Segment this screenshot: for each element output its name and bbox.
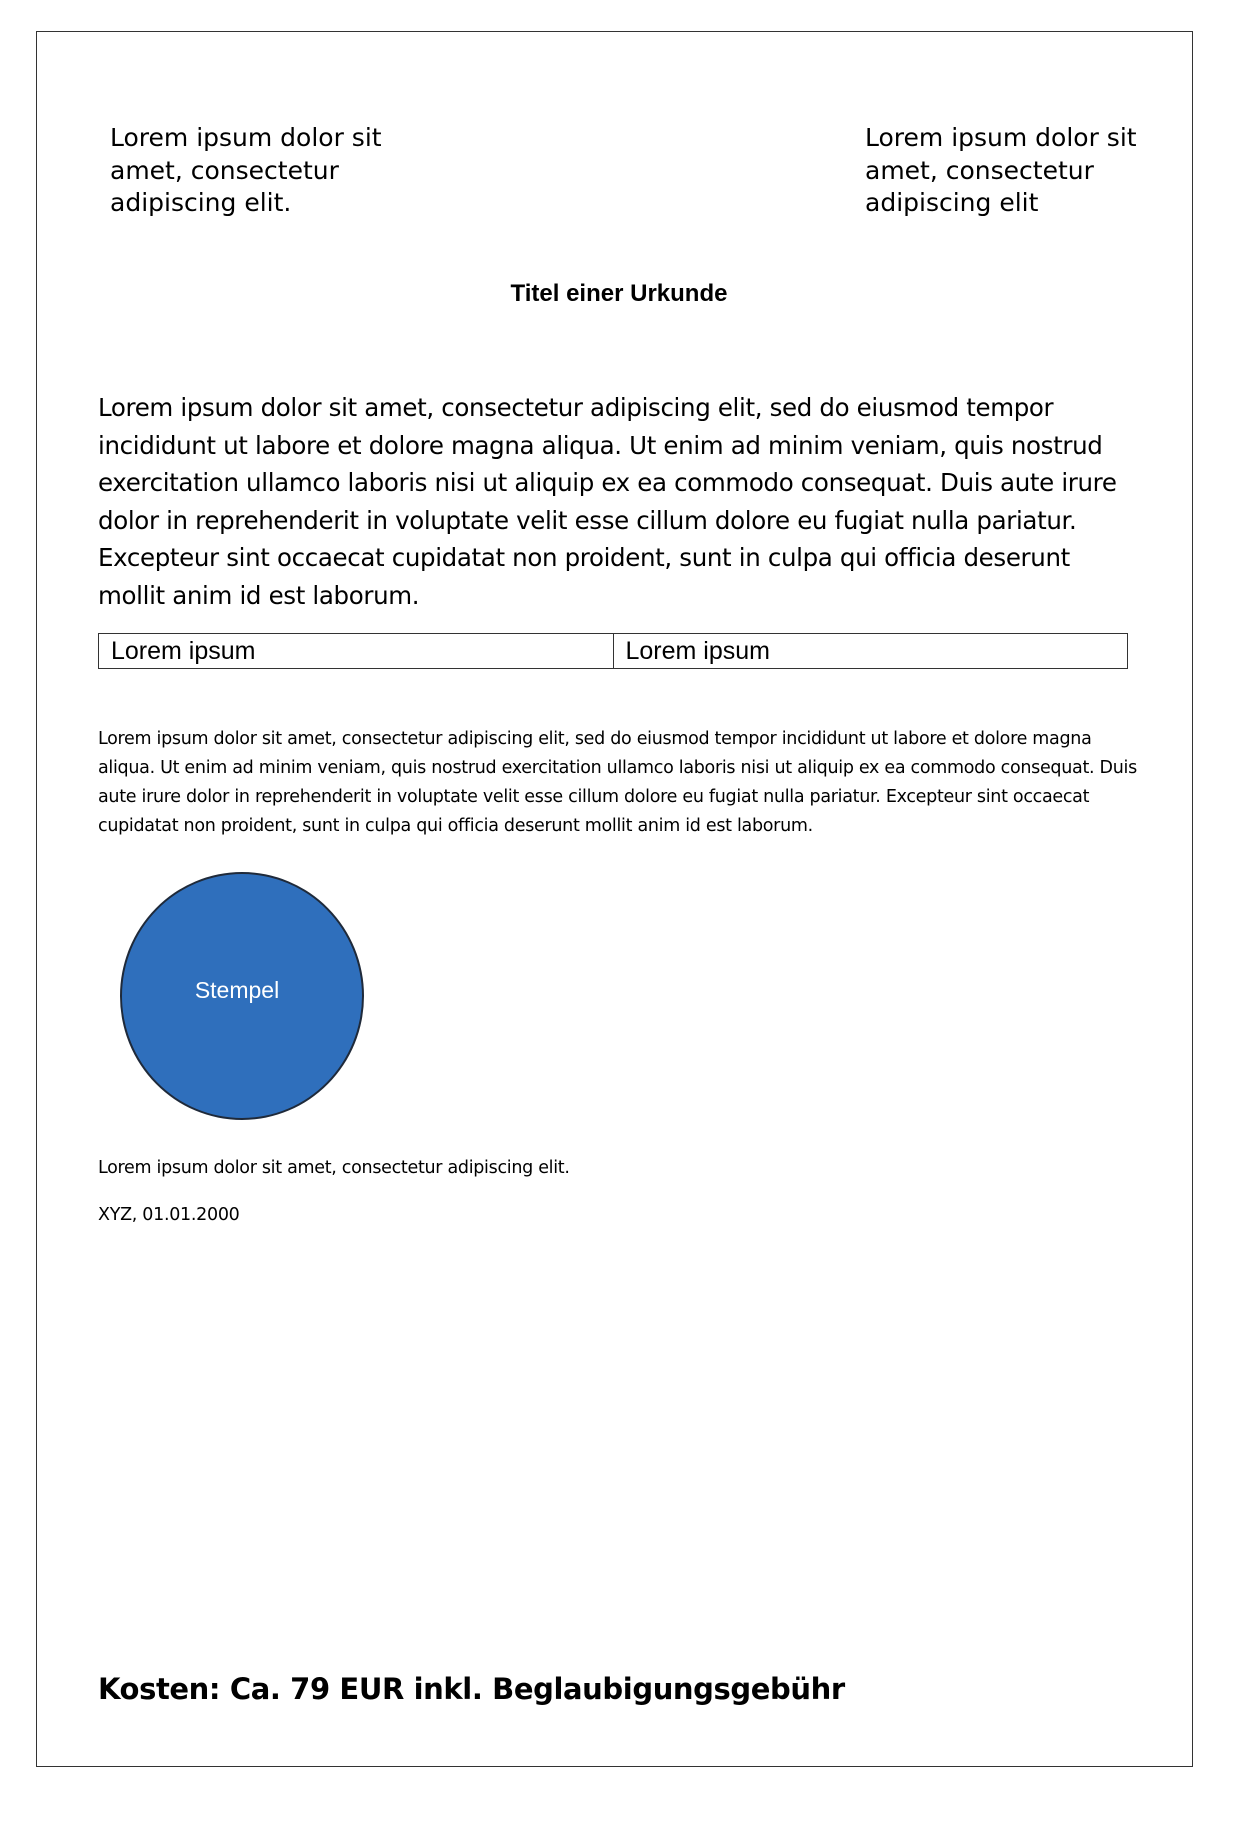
info-table (98, 633, 1128, 669)
place-date: XYZ, 01.01.2000 (98, 1205, 240, 1225)
closing-line: Lorem ipsum dolor sit amet, consectetur adipiscing elit. (98, 1158, 570, 1178)
main-paragraph: Lorem ipsum dolor sit amet, consectetur adipiscing elit, sed do eiusmod tempor incididunt ut labore et dolore magna aliqua. Ut enim ad minim veniam, quis nostrud exercitation ullamco laboris nisi ut aliquip ex ea commodo consequat. Duis aute irure dolor in reprehenderit in voluptate velit esse cillum dolore eu fugiat nulla pariatur. Excepteur sint occaecat cupidatat non proident, sunt in culpa qui officia deserunt mollit anim id est laborum. (98, 393, 1117, 610)
stamp-label: Stempel (194, 977, 280, 1003)
info-table-cell-left: Lorem ipsum (111, 637, 256, 665)
sender-address-block: Lorem ipsum dolor sit amet, consectetur adipiscing elit. (110, 123, 382, 217)
stamp-seal (120, 872, 364, 1120)
secondary-paragraph: Lorem ipsum dolor sit amet, consectetur adipiscing elit, sed do eiusmod tempor incididunt ut labore et dolore magna aliqua. Ut enim ad minim veniam, quis nostrud exercitation ullamco laboris nisi ut aliquip ex ea commodo consequat. Duis aute irure dolor in reprehenderit in voluptate velit esse cillum dolore eu fugiat nulla pariatur. Excepteur sint occaecat cupidatat non proident, sunt in culpa qui officia deserunt mollit anim id est laborum. (98, 729, 1137, 836)
recipient-address-block: Lorem ipsum dolor sit amet, consectetur adipiscing elit (865, 123, 1137, 217)
document-title: Titel einer Urkunde (510, 280, 728, 307)
costs-note: Kosten: Ca. 79 EUR inkl. Beglaubigungsgebühr (98, 1672, 845, 1706)
info-table-cell-right: Lorem ipsum (613, 634, 1128, 668)
